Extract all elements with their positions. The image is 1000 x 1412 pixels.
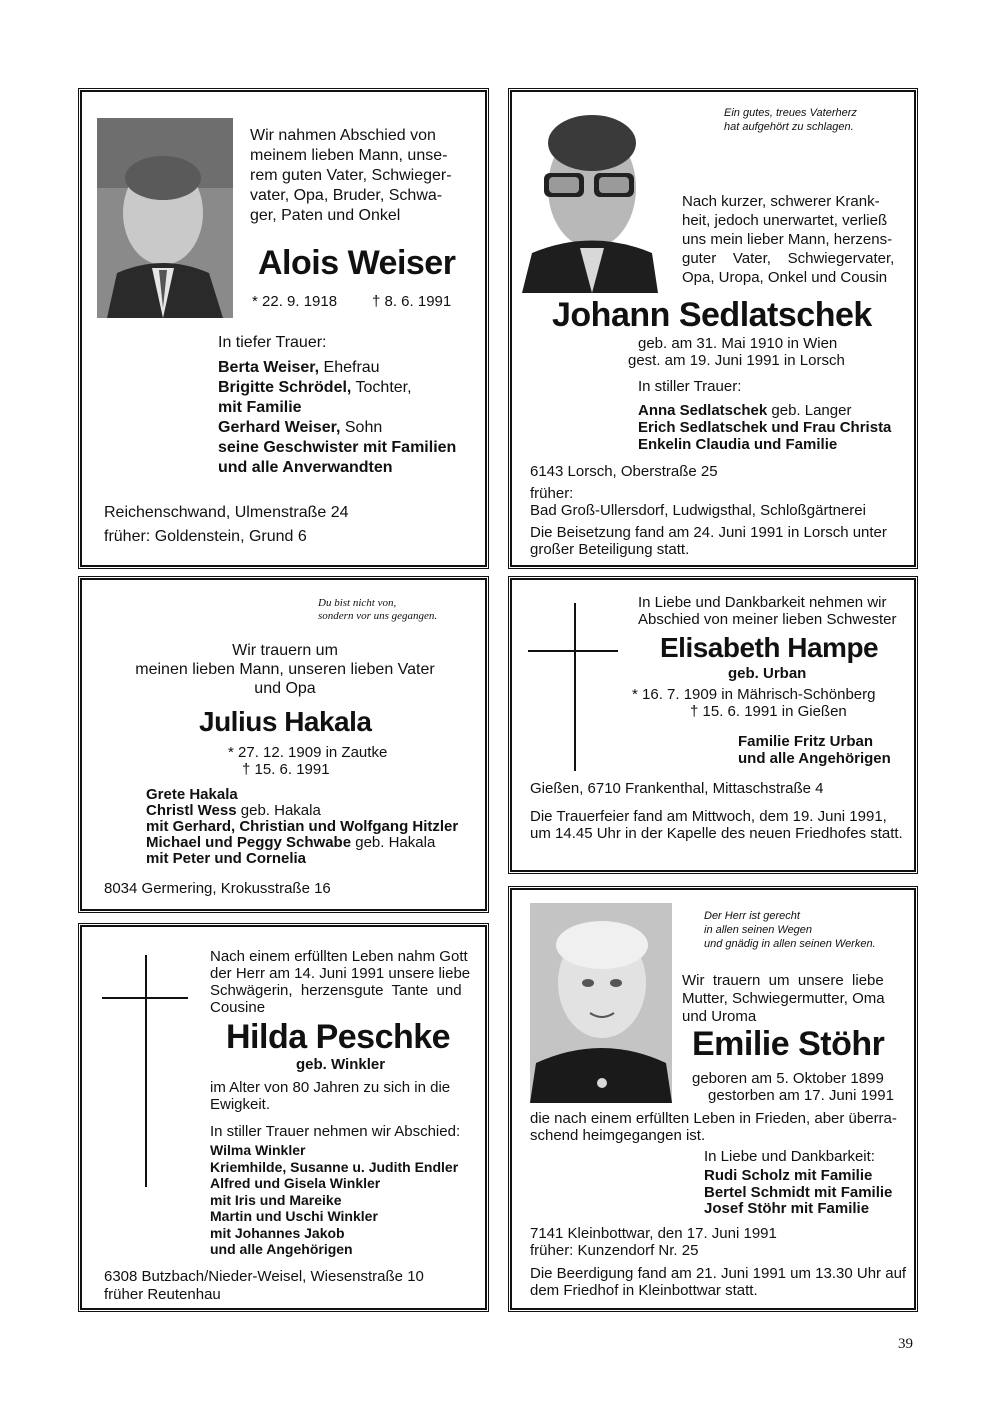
- mourning-label: In tiefer Trauer:: [218, 334, 327, 351]
- motto: Du bist nicht von, sondern vor uns gegangen.: [318, 597, 438, 622]
- cross-icon: [145, 955, 147, 1187]
- mourner-line: mit Familie: [218, 399, 302, 416]
- birth-date: geb. am 31. Mai 1910 in Wien: [638, 335, 838, 352]
- intro-text: Wir trauern um unsere liebe Mutter, Schwiegermutter, Oma und Uroma: [682, 972, 885, 1025]
- mourning-label: In stiller Trauer:: [638, 378, 742, 395]
- portrait-photo-weiser: [97, 118, 233, 318]
- deceased-name: Julius Hakala: [199, 706, 372, 737]
- deceased-name: Alois Weiser: [258, 244, 456, 282]
- address: 8034 Germering, Krokusstraße 16: [104, 880, 331, 897]
- mourner-line: Michael und Peggy Schwabe geb. Hakala: [146, 834, 436, 851]
- mourner-list: Wilma Winkler Kriemhilde, Susanne u. Judith Endler Alfred und Gisela Winkler mit Iris und Mareike Martin und Uschi Winkler mit Johannes Jakob und alle Angehörigen: [210, 1142, 459, 1257]
- address: 6143 Lorsch, Oberstraße 25: [530, 463, 718, 480]
- funeral-info: dem Friedhof in Kleinbottwar statt.: [530, 1282, 758, 1299]
- former-address: früher: Kunzendorf Nr. 25: [530, 1242, 699, 1259]
- death-date: † 15. 6. 1991 in Gießen: [690, 703, 847, 720]
- funeral-info: Die Beerdigung fand am 21. Juni 1991 um 13.30 Uhr auf: [530, 1265, 907, 1282]
- birth-date: geboren am 5. Oktober 1899: [692, 1070, 884, 1087]
- intro-text: Nach einem erfüllten Leben nahm Gott der Herr am 14. Juni 1991 unsere liebe Schwägerin, herzensgute Tante und Cousine: [210, 948, 471, 1016]
- maiden-name: geb. Urban: [728, 665, 807, 682]
- motto: Ein gutes, treues Vaterherz hat aufgehört zu schlagen.: [724, 107, 857, 133]
- address: 6308 Butzbach/Nieder-Weisel, Wiesenstraße 10: [104, 1268, 424, 1285]
- deceased-name: Hilda Peschke: [226, 1018, 451, 1056]
- mourner-line: Grete Hakala: [146, 786, 238, 803]
- portrait-photo-stoehr: [530, 903, 672, 1103]
- age-text: im Alter von 80 Jahren zu sich in die Ewigkeit.: [210, 1079, 451, 1113]
- intro-text: Wir trauern um meinen lieben Mann, unseren lieben Vater und Opa: [135, 642, 435, 697]
- mourner-line: mit Peter und Cornelia: [146, 850, 307, 867]
- mourner-line: Erich Sedlatschek und Frau Christa: [638, 419, 892, 436]
- birth-date: * 16. 7. 1909 in Mährisch-Schönberg: [632, 686, 876, 703]
- birth-date: * 27. 12. 1909 in Zautke: [228, 744, 388, 761]
- former-address: früher: Goldenstein, Grund 6: [104, 528, 307, 545]
- death-date: † 8. 6. 1991: [372, 293, 452, 310]
- mourner-list: Rudi Scholz mit Familie Bertel Schmidt mit Familie Josef Stöhr mit Familie: [704, 1167, 893, 1217]
- intro-text: In Liebe und Dankbarkeit nehmen wir Abschied von meiner lieben Schwester: [638, 594, 897, 628]
- motto: Der Herr ist gerecht in allen seinen Wegen und gnädig in allen seinen Werken.: [704, 910, 876, 950]
- mourner-line: mit Gerhard, Christian und Wolfgang Hitzler: [146, 818, 459, 835]
- mourner-line: und alle Anverwandten: [218, 459, 393, 476]
- address: Gießen, 6710 Frankenthal, Mittaschstraße 4: [530, 780, 824, 797]
- cross-icon: [574, 603, 576, 771]
- death-date: gest. am 19. Juni 1991 in Lorsch: [628, 352, 845, 369]
- cross-icon-bar: [528, 650, 618, 652]
- intro-text: Wir nahmen Abschied von meinem lieben Mann, unse- rem guten Vater, Schwieger- vater, Opa, Bruder, Schwa- ger, Paten und Onkel: [250, 127, 452, 224]
- deceased-name: Johann Sedlatschek: [552, 296, 872, 334]
- mourner-line: Enkelin Claudia und Familie: [638, 436, 838, 453]
- mourning-label: In stiller Trauer nehmen wir Abschied:: [210, 1123, 461, 1140]
- mourner-line: und alle Angehörigen: [738, 750, 891, 767]
- deceased-name: Elisabeth Hampe: [660, 632, 879, 663]
- mourner-line: Berta Weiser, Ehefrau: [218, 359, 380, 376]
- former-address: früher Reutenhau: [104, 1286, 221, 1303]
- mourner-line: Anna Sedlatschek geb. Langer: [638, 402, 852, 419]
- intro-text: Nach kurzer, schwerer Krank- heit, jedoch unerwartet, verließ uns mein lieber Mann, herzens- guter Vater, Schwiegervater, Opa, Uropa, Onkel und Cousin: [682, 193, 895, 286]
- funeral-info: Die Beisetzung fand am 24. Juni 1991 in Lorsch unter: [530, 524, 887, 541]
- funeral-info: um 14.45 Uhr in der Kapelle des neuen Friedhofes statt.: [530, 825, 903, 842]
- portrait-photo-sedlatschek: [522, 103, 658, 293]
- mourner-line: seine Geschwister mit Familien: [218, 439, 457, 456]
- former-address: Bad Groß-Ullersdorf, Ludwigsthal, Schloßgärtnerei: [530, 502, 866, 519]
- body-text: die nach einem erfüllten Leben in Frieden, aber überra- schend heimgegangen ist.: [530, 1110, 897, 1144]
- death-date: gestorben am 17. Juni 1991: [708, 1087, 894, 1104]
- funeral-info: großer Beteiligung statt.: [530, 541, 690, 558]
- birth-date: * 22. 9. 1918: [252, 293, 338, 310]
- former-label: früher:: [530, 485, 574, 502]
- address: Reichenschwand, Ulmenstraße 24: [104, 504, 349, 521]
- death-date: † 15. 6. 1991: [242, 761, 330, 778]
- page-number: 39: [898, 1336, 913, 1352]
- mourner-line: Brigitte Schrödel, Tochter,: [218, 379, 412, 396]
- cross-icon-bar: [102, 997, 188, 999]
- mourner-line: Gerhard Weiser, Sohn: [218, 419, 383, 436]
- funeral-info: Die Trauerfeier fand am Mittwoch, dem 19. Juni 1991,: [530, 808, 887, 825]
- mourner-line: Familie Fritz Urban: [738, 733, 874, 750]
- address: 7141 Kleinbottwar, den 17. Juni 1991: [530, 1225, 777, 1242]
- mourning-label: In Liebe und Dankbarkeit:: [704, 1148, 875, 1165]
- maiden-name: geb. Winkler: [296, 1056, 386, 1073]
- mourner-line: Christl Wess geb. Hakala: [146, 802, 321, 819]
- deceased-name: Emilie Stöhr: [692, 1025, 885, 1063]
